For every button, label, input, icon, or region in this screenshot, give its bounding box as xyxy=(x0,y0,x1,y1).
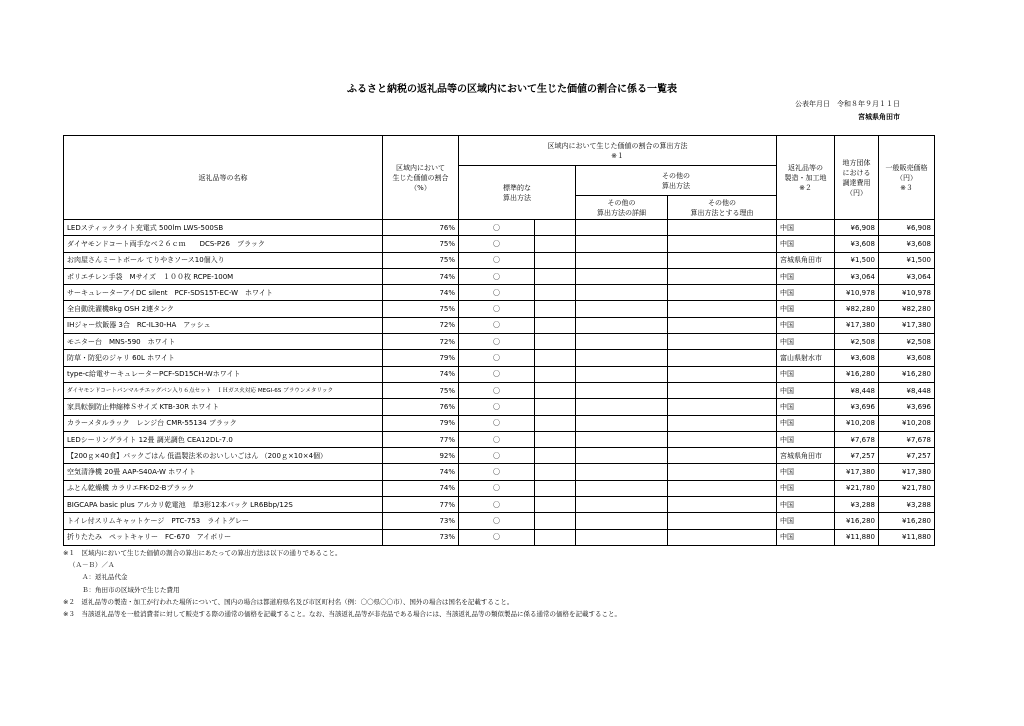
retail-price: ¥3,696 xyxy=(879,399,935,415)
retail-price: ¥10,978 xyxy=(879,285,935,301)
procurement-cost: ¥1,500 xyxy=(835,252,879,268)
header-cost-line: （円） xyxy=(846,188,867,197)
header-name xyxy=(64,136,383,220)
other-method-detail xyxy=(576,334,668,350)
retail-price: ¥17,380 xyxy=(879,317,935,333)
standard-method-mark: 〇 xyxy=(459,220,535,236)
origin: 中国 xyxy=(777,382,835,398)
retail-price: ¥82,280 xyxy=(879,301,935,317)
origin: 中国 xyxy=(777,399,835,415)
standard-method-mark: 〇 xyxy=(459,366,535,382)
other-method-detail xyxy=(576,480,668,496)
standard-method-mark: 〇 xyxy=(459,464,535,480)
origin: 中国 xyxy=(777,220,835,236)
other-method-reason xyxy=(668,220,777,236)
procurement-cost: ¥8,448 xyxy=(835,382,879,398)
procurement-cost: ¥17,380 xyxy=(835,317,879,333)
retail-price: ¥8,448 xyxy=(879,382,935,398)
other-method-detail xyxy=(576,252,668,268)
empty-cell xyxy=(535,220,576,236)
header-origin-line: 製造・加工地 xyxy=(784,173,827,182)
table-row xyxy=(64,317,935,333)
empty-cell xyxy=(535,399,576,415)
standard-method-mark: 〇 xyxy=(459,382,535,398)
other-method-reason xyxy=(668,334,777,350)
procurement-cost: ¥16,280 xyxy=(835,513,879,529)
table-row xyxy=(64,334,935,350)
empty-cell xyxy=(535,415,576,431)
value-ratio: 75% xyxy=(383,236,459,252)
header-retail-line: （円） xyxy=(896,173,917,182)
table-row xyxy=(64,350,935,366)
standard-method-mark: 〇 xyxy=(459,513,535,529)
table-row xyxy=(64,529,935,545)
retail-price: ¥1,500 xyxy=(879,252,935,268)
other-method-reason xyxy=(668,497,777,513)
origin: 宮城県角田市 xyxy=(777,448,835,464)
origin: 中国 xyxy=(777,317,835,333)
item-name: ダイヤモンドコートパンマルチエッグパン入り６点セット ＩＨガス火対応 MEGI-6S ブラウンメタリック xyxy=(64,382,383,398)
other-method-detail xyxy=(576,448,668,464)
value-ratio: 75% xyxy=(383,382,459,398)
formula-a-definition: Ａ：返礼品代金 xyxy=(82,573,128,582)
retail-price: ¥17,380 xyxy=(879,464,935,480)
value-ratio: 79% xyxy=(383,350,459,366)
header-other-line: 算出方法 xyxy=(662,181,690,190)
header-other-line: その他の xyxy=(662,171,690,180)
header-cost xyxy=(835,136,879,220)
other-method-reason xyxy=(668,513,777,529)
other-method-detail xyxy=(576,268,668,284)
header-other-detail-line: 算出方法の詳細 xyxy=(597,208,646,217)
footnotes xyxy=(63,547,621,620)
empty-cell xyxy=(535,334,576,350)
table-row xyxy=(64,415,935,431)
other-method-detail xyxy=(576,529,668,545)
other-method-reason xyxy=(668,382,777,398)
origin: 富山県射水市 xyxy=(777,350,835,366)
header-other-detail xyxy=(576,196,668,220)
value-ratio: 74% xyxy=(383,480,459,496)
header-calc-method xyxy=(459,136,777,166)
table-row xyxy=(64,252,935,268)
empty-cell xyxy=(535,448,576,464)
table-row xyxy=(64,236,935,252)
retail-price: ¥7,678 xyxy=(879,431,935,447)
other-method-reason xyxy=(668,480,777,496)
empty-cell xyxy=(535,350,576,366)
origin: 中国 xyxy=(777,268,835,284)
empty-cell xyxy=(535,480,576,496)
origin: 中国 xyxy=(777,415,835,431)
other-method-reason xyxy=(668,366,777,382)
item-name: 家具転倒防止伸縮棒Ｓサイズ KTB-30R ホワイト xyxy=(64,399,383,415)
header-retail-line: 一般販売価格 xyxy=(885,163,928,172)
standard-method-mark: 〇 xyxy=(459,236,535,252)
standard-method-mark: 〇 xyxy=(459,268,535,284)
origin: 中国 xyxy=(777,431,835,447)
footnote-3: ※３ 当該返礼品等を一般消費者に対して販売する際の通常の価格を記載すること。なお、当該返礼品等が非売品である場合には、当該返礼品等の類似製品に係る通常の価格を記載すること。 xyxy=(63,610,621,619)
origin: 中国 xyxy=(777,334,835,350)
other-method-reason xyxy=(668,236,777,252)
procurement-cost: ¥3,696 xyxy=(835,399,879,415)
procurement-cost: ¥17,380 xyxy=(835,464,879,480)
item-name: LEDシーリングライト 12畳 調光調色 CEA12DL-7.0 xyxy=(64,431,383,447)
standard-method-mark: 〇 xyxy=(459,301,535,317)
empty-cell xyxy=(535,268,576,284)
origin: 中国 xyxy=(777,301,835,317)
retail-price: ¥16,280 xyxy=(879,513,935,529)
other-method-detail xyxy=(576,382,668,398)
empty-cell xyxy=(535,301,576,317)
origin: 中国 xyxy=(777,480,835,496)
retail-price: ¥3,608 xyxy=(879,350,935,366)
other-method-detail xyxy=(576,350,668,366)
header-origin xyxy=(777,136,835,220)
formula-b-definition: Ｂ：角田市の区域外で生じた費用 xyxy=(82,585,180,594)
empty-cell xyxy=(535,529,576,545)
procurement-cost: ¥3,608 xyxy=(835,350,879,366)
empty-cell xyxy=(535,252,576,268)
item-name: 折りたたみ ペットキャリー FC-670 アイボリー xyxy=(64,529,383,545)
standard-method-mark: 〇 xyxy=(459,497,535,513)
header-ratio-line: 区域内において xyxy=(396,163,445,172)
origin: 中国 xyxy=(777,236,835,252)
value-ratio: 77% xyxy=(383,497,459,513)
item-name: ふとん乾燥機 カラリエFK-D2-Bブラック xyxy=(64,480,383,496)
value-ratio: 77% xyxy=(383,431,459,447)
value-ratio: 74% xyxy=(383,464,459,480)
header-ratio-line: 生じた価値の割合 xyxy=(392,173,449,182)
other-method-reason xyxy=(668,415,777,431)
empty-cell xyxy=(535,366,576,382)
other-method-reason xyxy=(668,301,777,317)
value-ratio: 76% xyxy=(383,399,459,415)
procurement-cost: ¥7,678 xyxy=(835,431,879,447)
table-row xyxy=(64,513,935,529)
retail-price: ¥3,288 xyxy=(879,497,935,513)
origin: 中国 xyxy=(777,366,835,382)
origin: 中国 xyxy=(777,529,835,545)
retail-price: ¥11,880 xyxy=(879,529,935,545)
procurement-cost: ¥7,257 xyxy=(835,448,879,464)
empty-cell xyxy=(535,497,576,513)
table-row xyxy=(64,366,935,382)
other-method-detail xyxy=(576,317,668,333)
item-name: 【200ｇ×40食】パックごはん 低温製法米のおいしいごはん （200ｇ×10×4個） xyxy=(64,448,383,464)
procurement-cost: ¥21,780 xyxy=(835,480,879,496)
retail-price: ¥6,908 xyxy=(879,220,935,236)
footnote-1: ※１ 区域内において生じた価値の割合の算出にあたっての算出方法は以下の通りであること。 xyxy=(63,549,342,557)
header-other-reason-line: その他の xyxy=(708,198,736,207)
value-ratio: 76% xyxy=(383,220,459,236)
procurement-cost: ¥11,880 xyxy=(835,529,879,545)
value-ratio: 72% xyxy=(383,317,459,333)
value-ratio: 74% xyxy=(383,268,459,284)
table-row xyxy=(64,497,935,513)
item-name: サーキュレーターアイDC silent PCF-SDS15T-EC-W ホワイト xyxy=(64,285,383,301)
other-method-reason xyxy=(668,399,777,415)
header-calc-line: 区域内において生じた価値の割合の算出方法 xyxy=(547,141,688,150)
item-name: IHジャー炊飯器 3合 RC-IL30-HA アッシュ xyxy=(64,317,383,333)
formula-line: （Ａ－Ｂ）／Ａ xyxy=(69,561,115,570)
publish-date: 公表年月日 令和８年９月１１日 xyxy=(795,100,900,108)
procurement-cost: ¥16,280 xyxy=(835,366,879,382)
header-standard-line: 標準的な xyxy=(503,183,531,192)
header-name-label: 返礼品等の名称 xyxy=(198,173,248,182)
retail-price: ¥16,280 xyxy=(879,366,935,382)
table-row xyxy=(64,431,935,447)
other-method-reason xyxy=(668,252,777,268)
value-ratio: 75% xyxy=(383,301,459,317)
value-ratio: 72% xyxy=(383,334,459,350)
origin: 中国 xyxy=(777,497,835,513)
page-title: ふるさと納税の返礼品等の区域内において生じた価値の割合に係る一覧表 xyxy=(347,84,677,95)
header-standard xyxy=(459,166,576,220)
item-name: ダイヤモンドコート両手なべ２６ｃｍ DCS-P26 ブラック xyxy=(64,236,383,252)
other-method-detail xyxy=(576,464,668,480)
header-other-reason-line: 算出方法とする理由 xyxy=(690,208,754,217)
item-name: トイレ付スリムキャットケージ PTC-753 ライトグレー xyxy=(64,513,383,529)
empty-cell xyxy=(535,513,576,529)
origin: 中国 xyxy=(777,513,835,529)
standard-method-mark: 〇 xyxy=(459,448,535,464)
retail-price: ¥2,508 xyxy=(879,334,935,350)
retail-price: ¥3,608 xyxy=(879,236,935,252)
value-ratio: 73% xyxy=(383,513,459,529)
other-method-detail xyxy=(576,220,668,236)
header-cost-line: 調達費用 xyxy=(842,178,871,187)
procurement-cost: ¥10,208 xyxy=(835,415,879,431)
retail-price: ¥21,780 xyxy=(879,480,935,496)
table-row xyxy=(64,220,935,236)
procurement-cost: ¥3,608 xyxy=(835,236,879,252)
header-standard-line: 算出方法 xyxy=(503,193,531,202)
value-ratio: 73% xyxy=(383,529,459,545)
header-retail-line: ※３ xyxy=(900,183,913,192)
empty-cell xyxy=(535,317,576,333)
header-origin-line: 返礼品等の xyxy=(788,163,823,172)
retail-price: ¥7,257 xyxy=(879,448,935,464)
standard-method-mark: 〇 xyxy=(459,529,535,545)
header-other-reason xyxy=(668,196,777,220)
header-calc-line: ※１ xyxy=(611,151,624,160)
table-row xyxy=(64,268,935,284)
municipality-name: 宮城県角田市 xyxy=(858,113,900,121)
value-ratio: 74% xyxy=(383,285,459,301)
empty-cell xyxy=(535,431,576,447)
header-ratio xyxy=(383,136,459,220)
other-method-reason xyxy=(668,285,777,301)
item-name: お肉屋さんミートボール てりやきソース10個入り xyxy=(64,252,383,268)
other-method-reason xyxy=(668,317,777,333)
item-name: LEDスティックライト充電式 500lm LWS-500SB xyxy=(64,220,383,236)
other-method-reason xyxy=(668,448,777,464)
item-name: カラーメタルラック レンジ台 CMR-55134 ブラック xyxy=(64,415,383,431)
header-cost-line: における xyxy=(842,168,871,177)
procurement-cost: ¥82,280 xyxy=(835,301,879,317)
empty-cell xyxy=(535,464,576,480)
table-row xyxy=(64,285,935,301)
return-gift-table xyxy=(63,135,935,546)
procurement-cost: ¥6,908 xyxy=(835,220,879,236)
item-name: 空気清浄機 20畳 AAP-S40A-W ホワイト xyxy=(64,464,383,480)
other-method-detail xyxy=(576,513,668,529)
other-method-reason xyxy=(668,350,777,366)
empty-cell xyxy=(535,285,576,301)
item-name: type-c給電サーキュレーターPCF-SD15CH-Wホワイト xyxy=(64,366,383,382)
other-method-reason xyxy=(668,464,777,480)
other-method-detail xyxy=(576,301,668,317)
value-ratio: 79% xyxy=(383,415,459,431)
other-method-detail xyxy=(576,497,668,513)
item-name: 全自動洗濯機8kg OSH 2連タンク xyxy=(64,301,383,317)
other-method-detail xyxy=(576,415,668,431)
standard-method-mark: 〇 xyxy=(459,252,535,268)
other-method-detail xyxy=(576,285,668,301)
header-retail xyxy=(879,136,935,220)
standard-method-mark: 〇 xyxy=(459,399,535,415)
empty-cell xyxy=(535,382,576,398)
procurement-cost: ¥3,064 xyxy=(835,268,879,284)
footnote-2: ※２ 返礼品等の製造・加工が行われた場所について、国内の場合は都道府県名及び市区町村名（例：〇〇県〇〇市）、国外の場合は国名を記載すること。 xyxy=(63,597,514,606)
item-name: ポリエチレン手袋 Mサイズ １００枚 RCPE-100M xyxy=(64,268,383,284)
table-row xyxy=(64,301,935,317)
retail-price: ¥3,064 xyxy=(879,268,935,284)
value-ratio: 75% xyxy=(383,252,459,268)
standard-method-mark: 〇 xyxy=(459,350,535,366)
procurement-cost: ¥2,508 xyxy=(835,334,879,350)
retail-price: ¥10,208 xyxy=(879,415,935,431)
header-other-detail-line: その他の xyxy=(607,198,636,207)
item-name: BIGCAPA basic plus アルカリ乾電池 単3形12本パック LR6Bbp/12S xyxy=(64,497,383,513)
table-row xyxy=(64,399,935,415)
header-other xyxy=(576,166,777,196)
item-name: モニター台 MNS-590 ホワイト xyxy=(64,334,383,350)
header-origin-line: ※２ xyxy=(799,183,812,192)
standard-method-mark: 〇 xyxy=(459,480,535,496)
other-method-reason xyxy=(668,529,777,545)
item-name: 防草・防犯のジャリ 60L ホワイト xyxy=(64,350,383,366)
origin: 中国 xyxy=(777,464,835,480)
table-row xyxy=(64,448,935,464)
other-method-reason xyxy=(668,268,777,284)
other-method-detail xyxy=(576,366,668,382)
origin: 中国 xyxy=(777,285,835,301)
standard-method-mark: 〇 xyxy=(459,431,535,447)
empty-cell xyxy=(535,236,576,252)
header-ratio-line: （%） xyxy=(410,183,431,192)
other-method-reason xyxy=(668,431,777,447)
other-method-detail xyxy=(576,236,668,252)
table-row xyxy=(64,480,935,496)
standard-method-mark: 〇 xyxy=(459,317,535,333)
procurement-cost: ¥3,288 xyxy=(835,497,879,513)
standard-method-mark: 〇 xyxy=(459,415,535,431)
other-method-detail xyxy=(576,431,668,447)
standard-method-mark: 〇 xyxy=(459,334,535,350)
table-row xyxy=(64,382,935,398)
table-body xyxy=(64,220,935,546)
standard-method-mark: 〇 xyxy=(459,285,535,301)
table-row xyxy=(64,464,935,480)
other-method-detail xyxy=(576,399,668,415)
origin: 宮城県角田市 xyxy=(777,252,835,268)
procurement-cost: ¥10,978 xyxy=(835,285,879,301)
value-ratio: 74% xyxy=(383,366,459,382)
header-cost-line: 地方団体 xyxy=(842,158,871,167)
value-ratio: 92% xyxy=(383,448,459,464)
